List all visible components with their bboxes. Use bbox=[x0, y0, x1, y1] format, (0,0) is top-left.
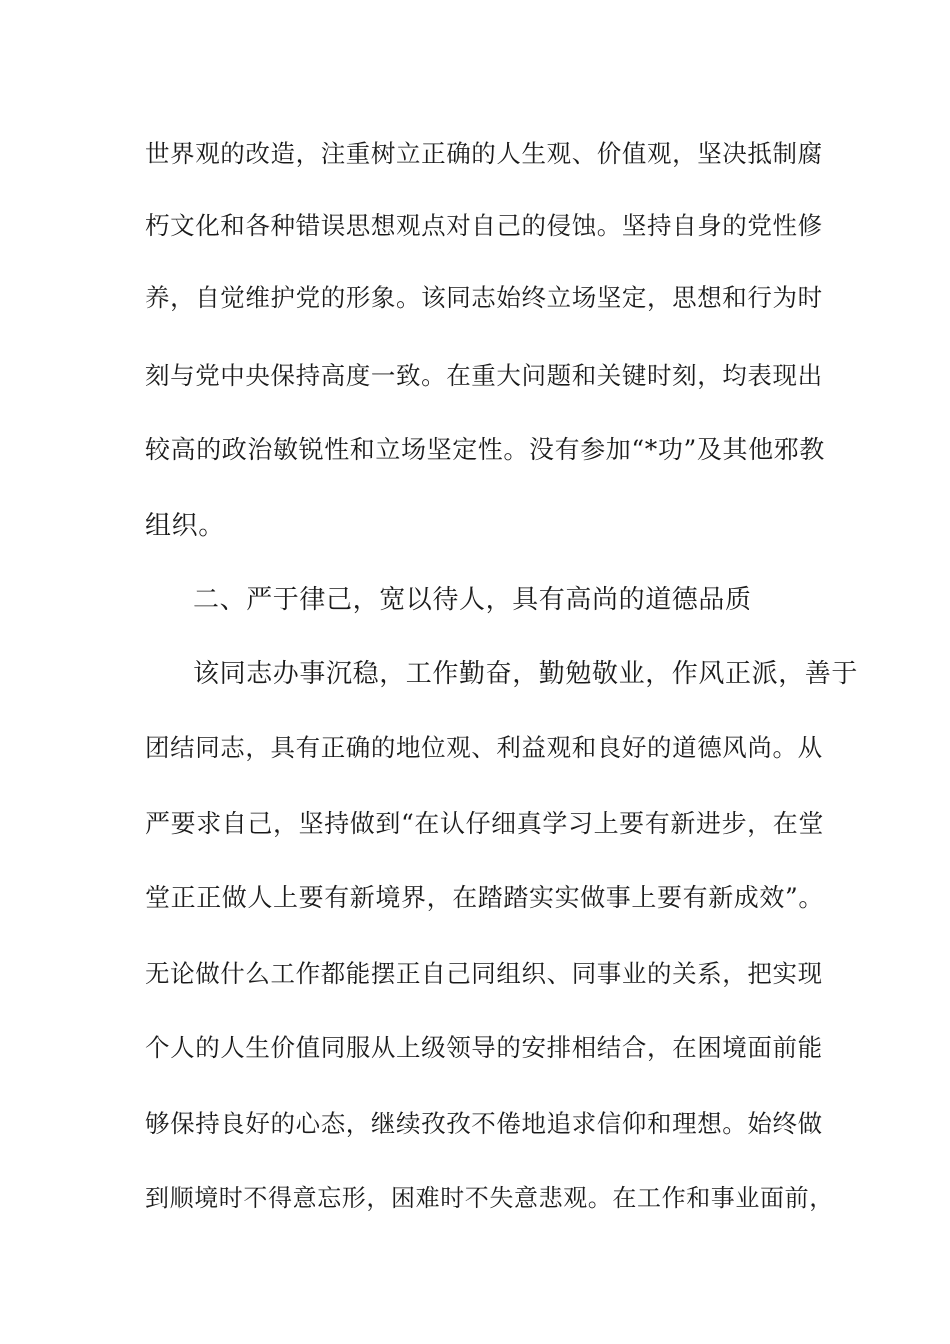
text-line: 严要求自己，坚持做到“在认仔细真学习上要有新进步，在堂 bbox=[145, 809, 824, 838]
text-line: 组织。 bbox=[145, 511, 225, 541]
text-line: 够保持良好的心态，继续孜孜不倦地追求信仰和理想。始终做 bbox=[145, 1109, 823, 1138]
text-line: 朽文化和各种错误思想观点对自己的侵蚀。坚持自身的党性修 bbox=[145, 211, 823, 240]
text-line: 堂正正做人上要有新境界，在踏踏实实做事上要有新成效”。 bbox=[145, 883, 824, 912]
text-line: 该同志办事沉稳，工作勤奋，勤勉敬业，作风正派，善于 bbox=[193, 659, 859, 689]
text-line: 无论做什么工作都能摆正自己同组织、同事业的关系，把实现 bbox=[145, 959, 823, 988]
text-line: 个人的人生价值同服从上级领导的安排相结合，在困境面前能 bbox=[145, 1033, 823, 1062]
text-line: 团结同志，具有正确的地位观、利益观和良好的道德风尚。从 bbox=[145, 733, 823, 762]
text-line: 较高的政治敏锐性和立场坚定性。没有参加“*功”及其他邪教 bbox=[145, 435, 825, 464]
text-line: 养，自觉维护党的形象。该同志始终立场坚定，思想和行为时 bbox=[145, 283, 823, 312]
text-line: 到顺境时不得意忘形，困难时不失意悲观。在工作和事业面前， bbox=[145, 1184, 834, 1212]
section-heading: 二、严于律己，宽以待人，具有高尚的道德品质 bbox=[193, 585, 752, 615]
text-line: 世界观的改造，注重树立正确的人生观、价值观，坚决抵制腐 bbox=[145, 139, 823, 168]
text-line: 刻与党中央保持高度一致。在重大问题和关键时刻，均表现出 bbox=[145, 361, 823, 390]
